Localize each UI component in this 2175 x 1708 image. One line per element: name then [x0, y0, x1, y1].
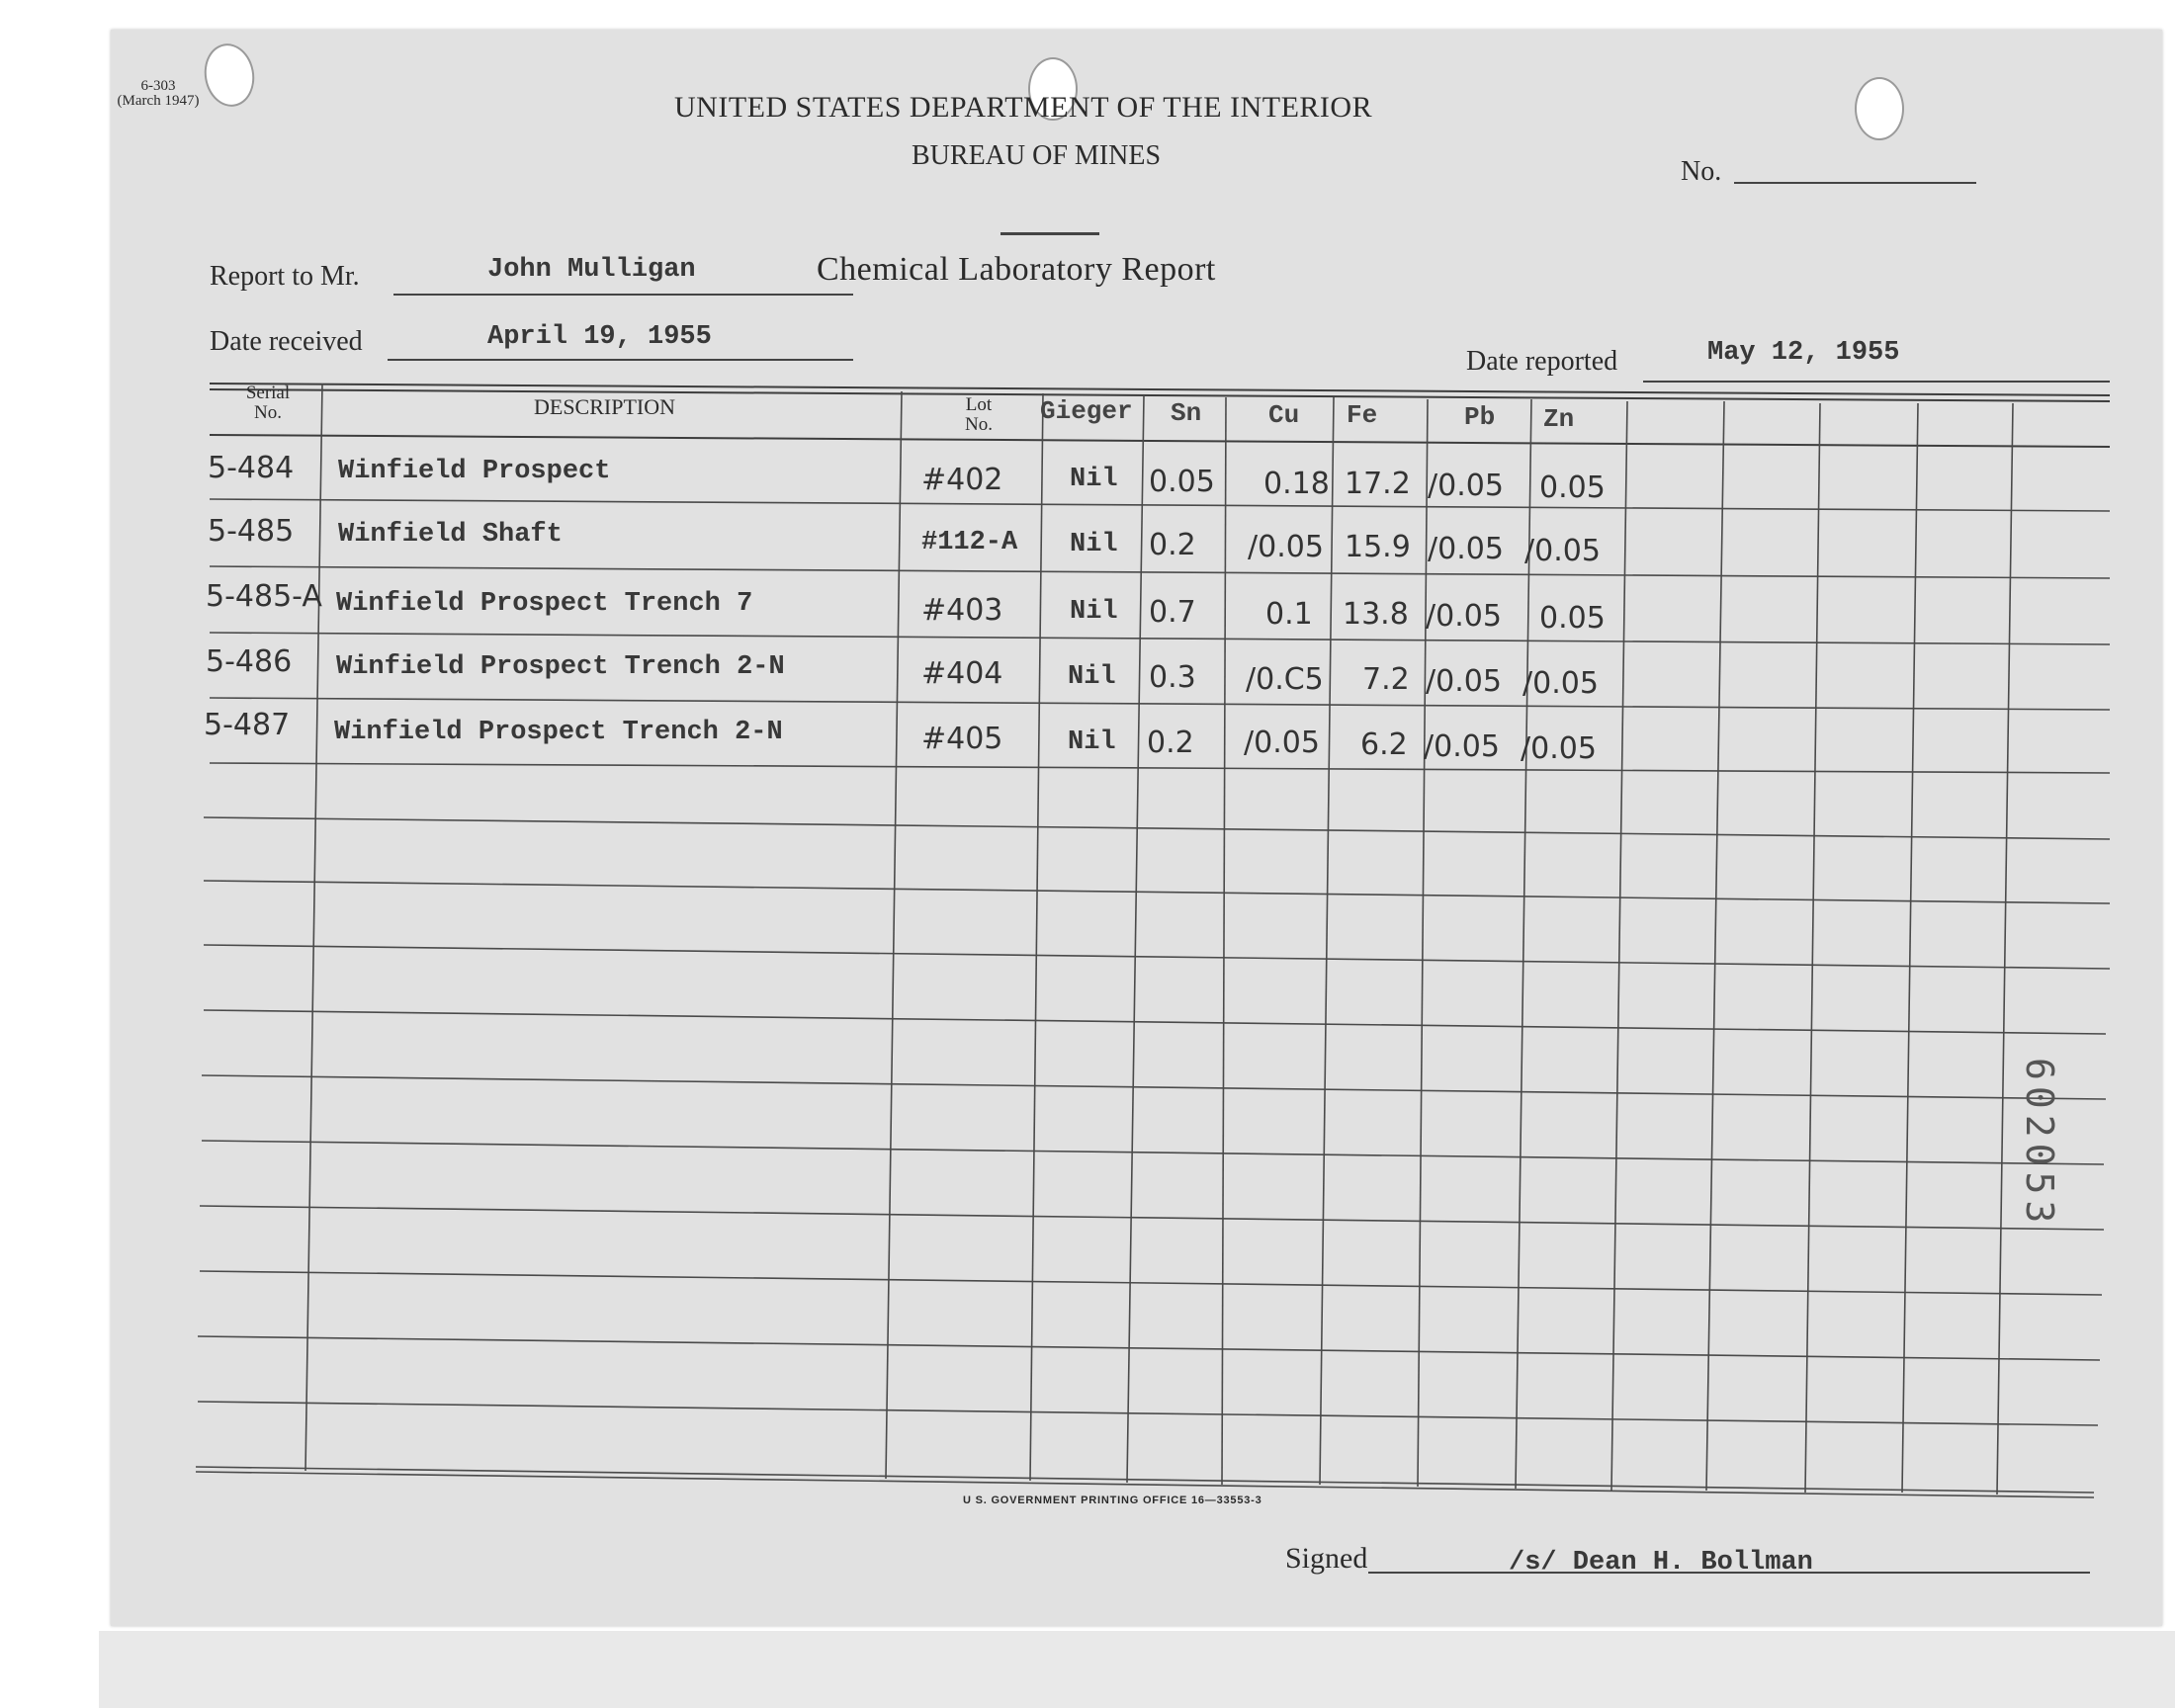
header-bottom-rule [210, 435, 2110, 447]
serial-column-header [233, 384, 303, 423]
date-received-value: April 19, 1955 [487, 322, 712, 352]
date-reported-value: May 12, 1955 [1707, 338, 1900, 368]
table-cell-sn: 0.7 [1149, 595, 1196, 630]
table-cell-lot: #403 [921, 593, 1003, 628]
date-received-label: Date received [210, 326, 363, 357]
table-cell-cu: /0.05 [1244, 726, 1320, 760]
pb-column-header: Pb [1464, 402, 1496, 432]
table-cell-fe: 17.2 [1345, 467, 1411, 501]
table-cell-cu: 0.18 [1263, 467, 1330, 501]
table-cell-description: Winfield Prospect Trench 2-N [336, 652, 785, 682]
bureau-heading: BUREAU OF MINES [912, 140, 1162, 171]
table-cell-zn: 0.05 [1539, 601, 1606, 636]
lot-header-line1: Lot [965, 394, 993, 415]
column-rule [1222, 397, 1226, 1485]
row-rule [204, 1010, 2106, 1034]
column-rule [1030, 393, 1043, 1481]
column-rule [1706, 401, 1724, 1491]
table-cell-cu: /0.C5 [1246, 662, 1324, 697]
table-cell-cu: 0.1 [1265, 597, 1313, 632]
table-cell-lot: #112-A [921, 528, 1018, 557]
row-rule [200, 1271, 2102, 1295]
table-cell-description: Winfield Prospect Trench 2-N [334, 718, 783, 747]
table-cell-serial: 5-485 [208, 514, 295, 549]
zn-column-header: Zn [1543, 404, 1575, 434]
row-rule [210, 633, 2110, 644]
report-to-value: John Mulligan [487, 255, 696, 285]
table-cell-lot: #405 [921, 722, 1003, 756]
table-bottom-rule [196, 1467, 2094, 1493]
table-cell-description: Winfield Shaft [338, 520, 563, 550]
row-rule [198, 1402, 2098, 1425]
table-cell-fe: 6.2 [1360, 727, 1408, 762]
lot-header-line2: No. [965, 414, 993, 435]
table-cell-gieger: Nil [1068, 662, 1116, 692]
lot-column-header [944, 395, 1013, 435]
report-title: Chemical Laboratory Report [817, 251, 1216, 288]
department-heading: UNITED STATES DEPARTMENT OF THE INTERIOR [674, 91, 1373, 124]
column-rule [1997, 403, 2013, 1494]
table-cell-pb: /0.05 [1424, 729, 1500, 764]
table-cell-zn: /0.05 [1521, 731, 1597, 766]
table-cell-fe: 13.8 [1343, 597, 1409, 632]
report-to-label: Report to Mr. [210, 261, 360, 292]
table-cell-sn: 0.2 [1147, 726, 1194, 760]
cu-column-header: Cu [1268, 400, 1300, 430]
row-rule [210, 763, 2110, 773]
row-rule [202, 1141, 2104, 1164]
table-cell-sn: 0.2 [1149, 528, 1196, 562]
table-top-rule [210, 384, 2110, 395]
table-cell-cu: /0.05 [1248, 530, 1324, 564]
row-rule [198, 1336, 2100, 1360]
document-stamp-number: 602053 [2018, 1058, 2061, 1230]
table-cell-pb: /0.05 [1428, 469, 1504, 503]
table-cell-sn: 0.05 [1149, 465, 1215, 499]
table-cell-zn: /0.05 [1524, 534, 1601, 568]
table-cell-sn: 0.3 [1149, 660, 1196, 695]
row-rule [210, 698, 2110, 710]
table-cell-pb: /0.05 [1428, 532, 1504, 566]
table-cell-lot: #402 [921, 463, 1003, 497]
signed-label: Signed [1285, 1542, 1368, 1575]
table-cell-zn: /0.05 [1522, 666, 1599, 701]
table-cell-gieger: Nil [1070, 465, 1118, 494]
column-rule [1127, 395, 1144, 1483]
table-cell-fe: 15.9 [1345, 530, 1411, 564]
table-cell-serial: 5-486 [206, 644, 293, 679]
gieger-column-header: Gieger [1040, 396, 1133, 426]
table-cell-description: Winfield Prospect Trench 7 [336, 589, 753, 619]
serial-header-line1: Serial [245, 383, 291, 403]
date-reported-label: Date reported [1466, 346, 1618, 377]
table-cell-serial: 5-487 [204, 708, 291, 742]
row-rule [204, 881, 2110, 903]
number-label: No. [1681, 156, 1722, 187]
description-column-header: DESCRIPTION [534, 394, 676, 419]
table-top-rule [210, 389, 2110, 401]
table-cell-gieger: Nil [1070, 530, 1118, 559]
row-rule [204, 817, 2110, 839]
column-rule [1902, 403, 1918, 1493]
column-rule [305, 384, 322, 1471]
column-rule [1805, 403, 1820, 1493]
table-cell-lot: #404 [921, 656, 1003, 691]
table-cell-pb: /0.05 [1426, 599, 1502, 634]
table-cell-gieger: Nil [1068, 727, 1116, 757]
form-date: (March 1947) [117, 93, 200, 109]
column-rule [886, 391, 902, 1479]
table-cell-gieger: Nil [1070, 597, 1118, 627]
serial-header-line2: No. [254, 402, 282, 423]
row-rule [210, 499, 2110, 511]
table-cell-serial: 5-485-A [206, 579, 322, 614]
row-rule [200, 1206, 2104, 1230]
table-cell-description: Winfield Prospect [338, 457, 611, 486]
form-number: 6-303 [140, 78, 176, 94]
printer-imprint: U S. GOVERNMENT PRINTING OFFICE 16—33553-3 [963, 1494, 1262, 1506]
table-cell-serial: 5-484 [208, 451, 295, 485]
table-cell-pb: /0.05 [1426, 664, 1502, 699]
table-cell-zn: 0.05 [1539, 470, 1606, 505]
column-rule [1418, 399, 1428, 1487]
table-cell-fe: 7.2 [1362, 662, 1410, 697]
signature-value: /s/ Dean H. Bollman [1509, 1548, 1813, 1578]
column-rule [1611, 401, 1627, 1491]
row-rule [204, 945, 2110, 969]
row-rule [210, 566, 2110, 578]
sn-column-header: Sn [1171, 398, 1202, 428]
fe-column-header: Fe [1347, 400, 1378, 430]
row-rule [202, 1075, 2106, 1099]
